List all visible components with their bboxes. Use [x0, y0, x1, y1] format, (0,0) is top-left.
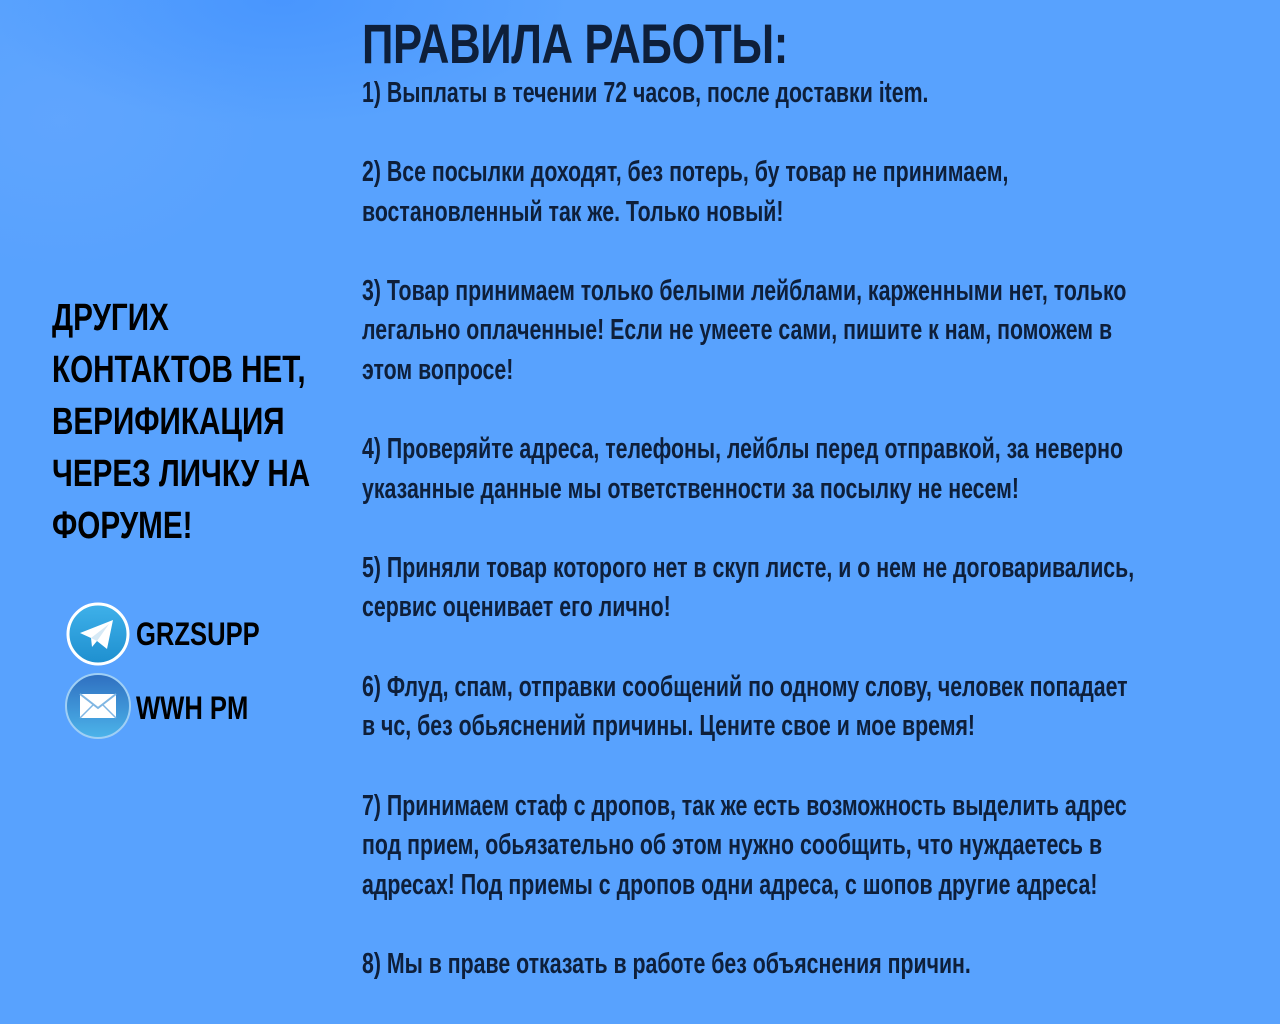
- telegram-icon: [66, 602, 130, 666]
- rule-1-line-1: 1) Выплаты в течении 72 часов, после доставки item.: [362, 77, 929, 109]
- notice-line-3: ВЕРИФИКАЦИЯ: [52, 401, 285, 443]
- rule-7-line-2: под прием, обьязательно об этом нужно сообщить, что нуждаетесь в: [362, 829, 1103, 861]
- mail-icon: [64, 672, 132, 740]
- rule-2-line-2: востановленный так же. Только новый!: [362, 196, 784, 228]
- rule-3-line-3: этом вопросе!: [362, 354, 514, 386]
- rule-3-line-1: 3) Товар принимаем только белыми лейблами, карженными нет, только: [362, 275, 1127, 307]
- rule-4-line-2: указанные данные мы ответственности за посылку не несем!: [362, 473, 1019, 505]
- rule-7-line-1: 7) Принимаем стаф с дропов, так же есть возможность выделить адрес: [362, 790, 1127, 822]
- mail-handle: WWH PM: [136, 690, 249, 726]
- rule-6-line-1: 6) Флуд, спам, отправки сообщений по одному слову, человек попадает: [362, 671, 1128, 703]
- rule-2-line-1: 2) Все посылки доходят, без потерь, бу товар не принимаем,: [362, 156, 1009, 188]
- page-title: ПРАВИЛА РАБОТЫ:: [362, 12, 788, 75]
- rule-5-line-1: 5) Приняли товар которого нет в скуп листе, и о нем не договаривались,: [362, 552, 1135, 584]
- notice-line-4: ЧЕРЕЗ ЛИЧКУ НА: [52, 453, 311, 495]
- rule-3-line-2: легально оплаченные! Если не умеете сами, пишите к нам, поможем в: [362, 314, 1113, 346]
- contact-telegram[interactable]: [66, 602, 260, 666]
- rule-6-line-2: в чс, без обьяснений причины. Цените свое и мое время!: [362, 710, 976, 742]
- rule-4-line-1: 4) Проверяйте адреса, телефоны, лейблы перед отправкой, за неверно: [362, 433, 1124, 465]
- notice-line-5: ФОРУМЕ!: [52, 505, 193, 547]
- rule-5-line-2: сервис оценивает его лично!: [362, 591, 671, 623]
- telegram-handle: GRZSUPP: [136, 616, 260, 652]
- rule-8-line-1: 8) Мы в праве отказать в работе без объяснения причин.: [362, 948, 971, 980]
- contact-mail[interactable]: [64, 672, 249, 740]
- notice-line-2: КОНТАКТОВ НЕТ,: [52, 349, 306, 391]
- notice-line-1: ДРУГИХ: [52, 297, 169, 339]
- rule-7-line-3: адресах! Под приемы с дропов одни адреса, с шопов другие адреса!: [362, 869, 1098, 901]
